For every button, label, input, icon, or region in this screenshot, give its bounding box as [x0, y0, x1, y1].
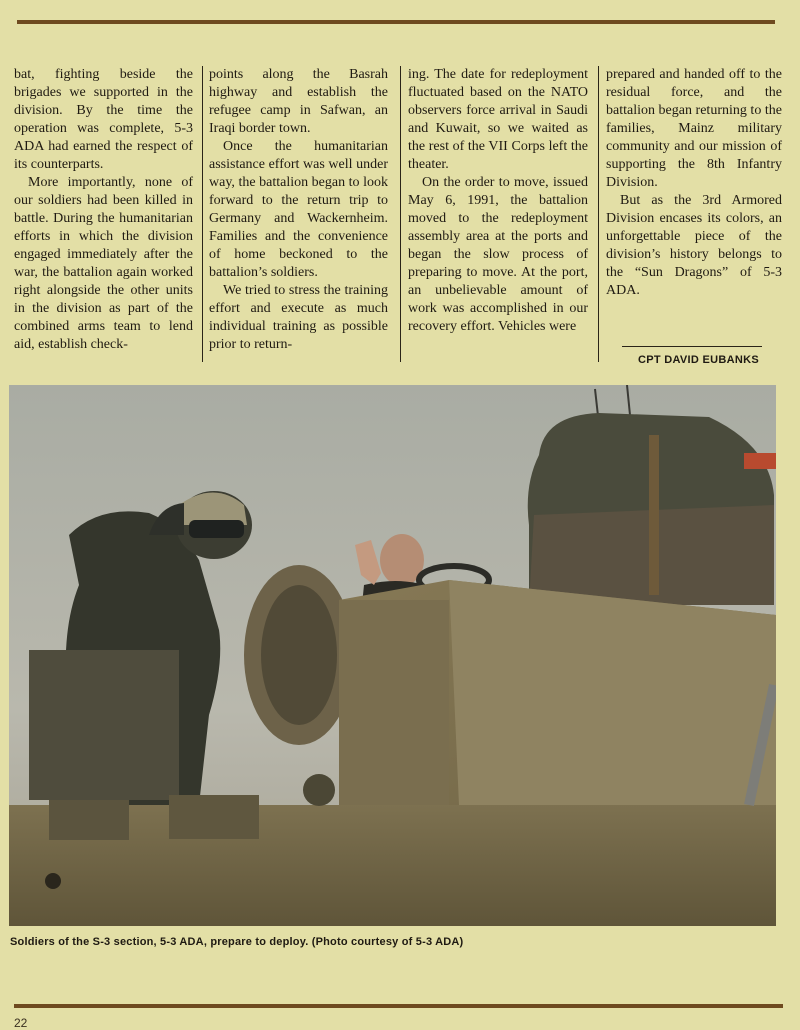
article-paragraph: ing. The date for redeployment fluctuated based on the NATO observers force arrival in Saudi and Kuwait, so we waited as the rest of the VII Corps left the theater.	[408, 67, 588, 172]
soldiers-photo	[9, 385, 776, 926]
author-byline: CPT DAVID EUBANKS	[637, 354, 759, 366]
photo-caption: Soldiers of the S-3 section, 5-3 ADA, prepare to deploy. (Photo courtesy of 5-3 ADA)	[10, 936, 464, 948]
article-column-2	[209, 66, 388, 354]
article-column-1	[14, 66, 193, 354]
article-paragraph: We tried to stress the training effort and execute as much individual training as possible prior to return-	[209, 283, 388, 352]
column-divider	[400, 66, 401, 362]
bottom-rule	[14, 1004, 783, 1008]
article-paragraph: prepared and handed off to the residual force, and the battalion began returning to the families, Mainz military community and our mission of supporting the 8th Infantry Division.	[606, 67, 782, 190]
article-paragraph: Once the humanitarian assistance effort was well under way, the battalion began to look forward to the return trip to Germany and Wackernheim. Families and the convenience of home beckoned to the battalion’s soldiers.	[209, 139, 388, 280]
article-paragraph: But as the 3rd Armored Division encases its colors, an unforgettable piece of the division’s history belongs to the “Sun Dragons” of 5-3 ADA.	[606, 193, 782, 298]
article-column-4	[606, 66, 782, 300]
article-column-3	[408, 66, 588, 336]
article-paragraph: bat, fighting beside the brigades we supported in the division. By the time the operation was complete, 5-3 ADA had earned the respect of its counterparts.	[14, 67, 193, 172]
top-rule	[17, 20, 775, 24]
page-number: 22	[14, 1016, 28, 1030]
column-divider	[202, 66, 203, 362]
article-paragraph: points along the Basrah highway and establish the refugee camp in Safwan, an Iraqi border town.	[209, 67, 388, 136]
column-divider	[598, 66, 599, 362]
article-paragraph: More importantly, none of our soldiers had been killed in battle. During the humanitarian efforts in which the division engaged immediately after the war, the battalion again worked right alongside the other units in the division as part of the combined arms team to lend aid, establish check-	[14, 175, 193, 352]
article-paragraph: On the order to move, issued May 6, 1991, the battalion moved to the redeployment assembly area at the ports and began the slow process of preparing to move. At the port, an unbelievable amount of work was accomplished in our recovery effort. Vehicles were	[408, 175, 588, 334]
byline-rule	[622, 346, 762, 347]
